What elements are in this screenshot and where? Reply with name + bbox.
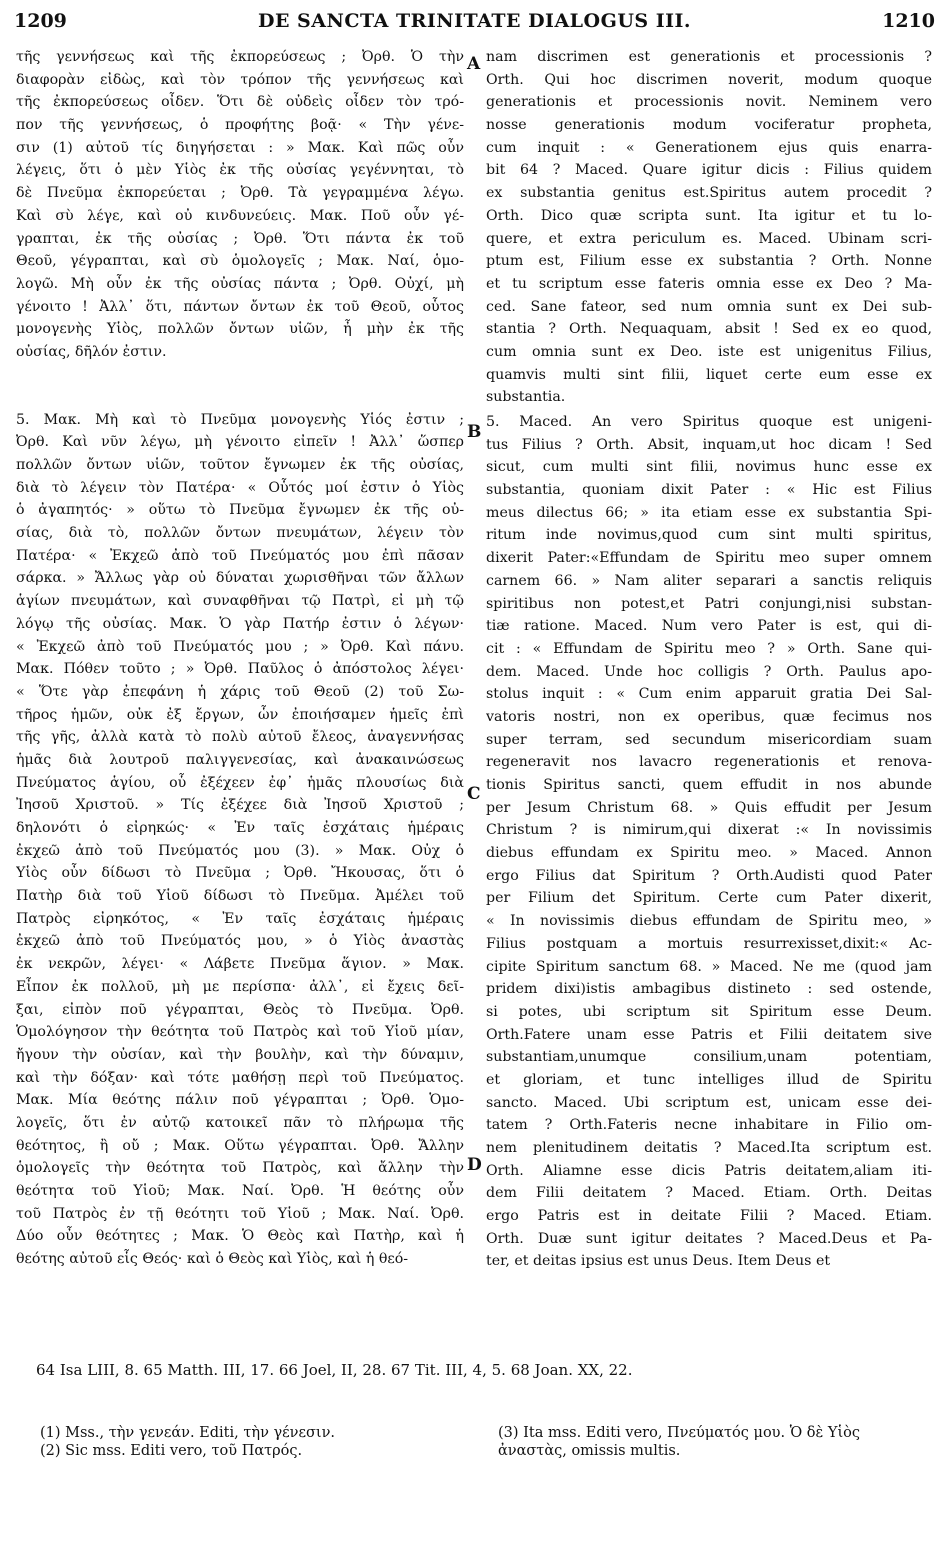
- text-line: οὐσίας, δῆλόν ἐστιν.: [16, 343, 167, 360]
- text-line: πολλῶν ὄντων υἱῶν, τοῦτον ἔγνωμεν ἐκ τῆς οὐσίας,: [16, 457, 464, 473]
- text-line: ἡμᾶς διὰ λουτροῦ παλιγγενεσίας, καὶ ἀνακαινώσεως: [16, 751, 464, 768]
- text-line: « In novissimis diebus effundam de Spiritu meo, »: [486, 913, 932, 930]
- paragraph-gap: [16, 364, 464, 409]
- text-line: Ὀρθ. Καὶ νῦν λέγω, μὴ γένοιτο εἰπεῖν ! Ἀλλ᾽ ὥσπερ: [16, 434, 464, 451]
- page-header: [0, 0, 949, 40]
- text-line: Christum ? is nimirum,qui dixerat :« In novissimis: [486, 822, 932, 839]
- text-line: ced. Sane fateor, sed num omnia sunt ex Dei sub-: [486, 298, 932, 315]
- text-line: Πατρὸς εἰρηκότος, « Ἐν ταῖς ἐσχάταις ἡμέραις: [16, 910, 464, 927]
- text-line: Orth. Duæ sunt igitur deitates ? Maced.Deus et Pa-: [486, 1230, 932, 1247]
- text-line: super terram, sed secundum misericordiam suam: [486, 731, 932, 748]
- text-line: cit : « Effundam de Spiritu meo ? » Orth. Sane qui-: [486, 640, 932, 657]
- latin-paragraph-2: [486, 411, 932, 1273]
- text-line: sancto. Maced. Ubi scriptum est, unicam esse dei-: [486, 1094, 932, 1111]
- text-line: diebus effundam ex Spiritu meo. » Maced. Annon: [486, 845, 932, 862]
- text-line: et tu scriptum esse fateris omnia esse ex Deo ? Ma-: [486, 275, 932, 292]
- text-line: Filius postquam a mortuis resurrexisset,dixit:« Ac-: [486, 935, 932, 952]
- text-line: tiæ ratione. Maced. Num vero Pater is est, qui di-: [486, 618, 932, 635]
- section-marker-b: B: [467, 422, 482, 442]
- text-line: cipite Spiritum sanctum 68. » Maced. Ne me (quod jam: [486, 958, 932, 975]
- text-line: vatoris nostri, non ex operibus, quæ fecimus nos: [486, 708, 932, 725]
- text-line: quere, et extra periculum es. Maced. Ubinam scri-: [486, 230, 932, 247]
- text-line: λογῶ. Μὴ οὖν ἐκ τῆς οὐσίας πάντα ; Ὀρθ. Οὐχί, μὴ: [16, 275, 464, 292]
- page-number-right: 1210: [882, 10, 935, 32]
- text-line: dem. Maced. Unde hoc colligis ? Orth. Paulus apo-: [486, 663, 932, 680]
- text-line: nam discrimen est generationis et processionis ?: [486, 49, 932, 65]
- text-line: Δύο οὖν θεότητες ; Μακ. Ὁ Θεὸς καὶ Πατὴρ, καὶ ἡ: [16, 1228, 464, 1245]
- scripture-references: 64 Isa LIII, 8. 65 Matth. III, 17. 66 Joel, II, 28. 67 Tit. III, 4, 5. 68 Joan. XX, 22.: [36, 1361, 633, 1379]
- text-line: 5. Μακ. Μὴ καὶ τὸ Πνεῦμα μονογενὴς Υἱός ἐστιν ;: [16, 411, 464, 428]
- text-line: pridem dixi)istis ambagibus distineto : sed ostende,: [486, 981, 932, 998]
- text-line: Πατὴρ διὰ τοῦ Υἱοῦ δίδωσι τὸ Πνεῦμα. Ἀμέλει τοῦ: [16, 888, 464, 905]
- text-line: Ἰησοῦ Χριστοῦ. » Τίς ἐξέχεε διὰ Ἰησοῦ Χριστοῦ ;: [16, 797, 464, 814]
- text-line: ἁγίων πνευμάτων, καὶ συναφθῆναι τῷ Πατρὶ, εἰ μὴ τῷ: [16, 593, 464, 610]
- text-line: σάρκα. » Ἄλλως γὰρ οὐ δύναται χωρισθῆναι τῶν ἄλλων: [16, 570, 464, 587]
- text-line: λογεῖς, ὅτι ἐν αὐτῷ κατοικεῖ πᾶν τὸ πλήρωμα τῆς: [16, 1114, 464, 1131]
- page-number-left: 1209: [14, 10, 67, 32]
- text-line: substantia, quoniam dixit Pater : « Hic est Filius: [486, 482, 932, 499]
- text-line: sicut, cum multi sint filii, novimus hunc esse ex: [486, 459, 932, 476]
- text-line: ἐκχεῶ ἀπὸ τοῦ Πνεύματός μου (3). » Μακ. Οὐχ ὁ: [16, 842, 464, 859]
- text-line: bit 64 ? Maced. Quare igitur dicis : Filius quidem: [486, 162, 932, 179]
- text-line: Θεοῦ, γέγραπται, καὶ σὺ ὁμολογεῖς ; Μακ. Ναί, ὁμο-: [16, 253, 464, 270]
- text-line: μονογενὴς Υἱὸς, πολλῶν ὄντων υἱῶν, ἦ μὴν ἐκ τῆς: [16, 321, 464, 338]
- text-line: σίας, διὰ τὸ, πολλῶν ὄντων πνευμάτων, λέγειν τὸν: [16, 525, 464, 542]
- text-line: per Jesum Christum 68. » Quis effudit per Jesum: [486, 799, 932, 816]
- text-line: meus dilectus 66; » ita etiam esse ex substantia Spi-: [486, 504, 932, 521]
- footnote-3: (3) Ita mss. Editi vero, Πνεύματός μου. Ὁ δὲ Υἱὸς: [498, 1425, 861, 1441]
- text-line: « Ἐκχεῶ ἀπὸ τοῦ Πνεύματός μου ; » Ὀρθ. Καὶ πάνυ.: [16, 638, 464, 655]
- greek-column: [16, 46, 464, 1271]
- text-line: ὁμολογεῖς τὴν θεότητα τοῦ Πατρὸς, καὶ ἄλλην τὴν: [16, 1160, 464, 1177]
- text-line: γένοιτο ! Ἀλλ᾽ ὅτι, πάντων ὄντων ἐκ τοῦ Θεοῦ, οὗτος: [16, 298, 464, 315]
- footnote-2: (2) Sic mss. Editi vero, τοῦ Πατρός.: [40, 1443, 303, 1459]
- text-line: τοῦ Πατρὸς ἐν τῇ θεότητι τοῦ Υἱοῦ ; Μακ. Ναί. Ὀρθ.: [16, 1205, 464, 1222]
- text-line: καὶ τὴν δόξαν· καὶ τότε μαθήσῃ περὶ τοῦ Πνεύματος.: [16, 1069, 464, 1086]
- text-line: Μακ. Πόθεν τοῦτο ; » Ὀρθ. Παῦλος ὁ ἀπόστολος λέγει·: [16, 661, 464, 678]
- text-line: Ὁμολόγησον τὴν θεότητα τοῦ Πατρὸς καὶ τοῦ Υἱοῦ μίαν,: [16, 1024, 464, 1041]
- running-title: DE SANCTA TRINITATE DIALOGUS III.: [257, 10, 691, 32]
- text-line: τῆς ἐκπορεύσεως οἶδεν. Ὅτι δὲ οὐδεὶς οἶδεν τὸν τρό-: [16, 94, 464, 111]
- text-line: λόγῳ τῆς οὐσίας. Μακ. Ὁ γὰρ Πατήρ ἐστιν ὁ λέγων·: [16, 615, 464, 632]
- greek-paragraph-2: [16, 409, 464, 1271]
- latin-paragraph-1: [486, 46, 932, 409]
- text-line: stolus inquit : « Cum enim apparuit gratia Dei Sal-: [486, 686, 932, 703]
- text-line: Μακ. Μία θεότης πάλιν ποῦ γέγραπται ; Ὀρθ. Ὁμο-: [16, 1092, 464, 1109]
- text-line: si potes, ubi scriptum sit Spiritum esse Deum.: [486, 1003, 932, 1020]
- text-line: ergo Filius dat Spiritum ? Orth.Audisti quod Pater: [486, 867, 932, 884]
- text-line: substantia.: [486, 389, 566, 406]
- text-line: cum inquit : « Generationem ejus quis enarra-: [486, 139, 932, 156]
- text-line: τῆρος ἡμῶν, οὐκ ἐξ ἔργων, ὧν ἐποιήσαμεν ἡμεῖς ἐπὶ: [16, 706, 464, 723]
- latin-column: [486, 46, 932, 1273]
- text-line: « Ὅτε γὰρ ἐπεφάνη ἡ χάρις τοῦ Θεοῦ (2) τοῦ Σω-: [16, 683, 464, 700]
- text-line: stantia ? Orth. Nequaquam, absit ! Sed ex eo quod,: [486, 321, 932, 338]
- text-line: ergo Patris est in deitate Filii ? Maced. Etiam.: [486, 1208, 932, 1225]
- text-line: τῆς γεννήσεως καὶ τῆς ἐκπορεύσεως ; Ὀρθ. Ὁ τὴν: [16, 49, 464, 65]
- footnote-1: (1) Mss., τὴν γενεάν. Editi, τὴν γένεσιν.: [40, 1425, 335, 1441]
- text-line: Orth.Fatere unam esse Patris et Filii deitatem sive: [486, 1026, 932, 1043]
- text-line: πον τῆς γεννήσεως, ὁ προφήτης βοᾷ· « Τὴν γένε-: [16, 117, 464, 134]
- footnotes-left: [40, 1424, 460, 1460]
- text-line: Πατέρα· « Ἐκχεῶ ἀπὸ τοῦ Πνεύματός μου ἐπὶ πᾶσαν: [16, 547, 464, 564]
- text-line: γραπται, ἐκ τῆς οὐσίας ; Ὀρθ. Ὅτι πάντα ἐκ τοῦ: [16, 230, 464, 247]
- text-line: tus Filius ? Orth. Absit, inquam,ut hoc dicam ! Sed: [486, 436, 932, 453]
- text-line: ter, et deitas ipsius est unus Deus. Item Deus et: [486, 1253, 831, 1270]
- text-line: Υἱὸς οὖν δίδωσι τὸ Πνεῦμα ; Ὀρθ. Ἤκουσας, ὅτι ὁ: [16, 865, 464, 882]
- text-line: Orth. Dico quæ scripta sunt. Ita igitur et tu lo-: [486, 207, 932, 224]
- section-marker-a: A: [467, 54, 481, 74]
- text-line: Πνεύματος ἁγίου, οὗ ἐξέχεεν ἐφ᾽ ἡμᾶς πλουσίως διὰ: [16, 774, 464, 791]
- text-line: διαφορὰν εἰδὼς, καὶ τὸν τρόπον τῆς γεννήσεως καὶ: [16, 71, 464, 88]
- text-line: substantiam,unumque consilium,unam potentiam,: [486, 1049, 932, 1066]
- text-line: generationis et processionis novit. Neminem vero: [486, 94, 932, 111]
- text-line: dixerit Pater:«Effundam de Spiritu meo super omnem: [486, 550, 932, 567]
- text-line: τῆς γῆς, ἀλλὰ κατὰ τὸ πολὺ αὐτοῦ ἔλεος, ἀναγεννήσας: [16, 729, 464, 746]
- text-line: ex substantia genitus est.Spiritus autem procedit ?: [486, 185, 932, 202]
- text-line: Εἶπον ἐκ πολλοῦ, μὴ με περίσπα· ἀλλ᾽, εἰ ἔχεις δεῖ-: [16, 978, 464, 995]
- text-line: tatem ? Orth.Fateris necne inhabitare in Filio om-: [486, 1117, 932, 1134]
- text-line: et gloriam, et tunc intelliges illud de Spiritu: [486, 1071, 932, 1088]
- section-marker-c: C: [467, 784, 481, 804]
- text-line: tionis Spiritus sancti, quem effudit in nos abunde: [486, 777, 932, 793]
- text-line: spiritibus non potest,et Patri conjungi,nisi substan-: [486, 595, 932, 612]
- text-line: nosse generationis modum vociferatur propheta,: [486, 117, 932, 134]
- text-line: Orth. Aliamne esse dicis Patris deitatem,aliam iti-: [486, 1162, 932, 1179]
- text-line: θεότητα τοῦ Υἱοῦ; Μακ. Ναί. Ὀρθ. Ἡ θεότης οὖν: [16, 1183, 464, 1199]
- text-line: regeneravit nos lavacro regenerationis et renova-: [486, 754, 932, 771]
- text-line: ritum inde novimus,quod cum sint multi spiritus,: [486, 527, 932, 544]
- text-line: δὲ Πνεῦμα ἐκπορεύεται ; Ὀρθ. Τὰ γεγραμμένα λέγω.: [16, 185, 464, 202]
- text-line: nem plenitudinem deitatis ? Maced.Ita scriptum est.: [486, 1140, 932, 1156]
- text-line: ptum est, Filium esse ex substantia ? Orth. Nonne: [486, 253, 932, 270]
- footnotes-right: [498, 1424, 928, 1460]
- text-line: διὰ τὸ λέγειν τὸν Πατέρα· « Οὗτός μοί ἐστιν ὁ Υἱὸς: [16, 479, 464, 496]
- text-line: θεότητος, ἢ οὔ ; Μακ. Οὕτω γέγραπται. Ὀρθ. Ἄλλην: [16, 1137, 464, 1154]
- text-line: per Filium det Spiritum. Certe cum Pater dixerit,: [486, 890, 932, 907]
- text-line: cum omnia sunt ex Deo. iste est unigenitus Filius,: [486, 343, 932, 360]
- text-line: quamvis multi sint filii, liquet certe eum esse ex: [486, 366, 932, 383]
- text-line: ὁ ἀγαπητός· » οὕτω τὸ Πνεῦμα ἔγνωμεν ἐκ τῆς οὐ-: [16, 502, 464, 519]
- text-line: σιν (1) αὐτοῦ τίς διηγήσεται : » Μακ. Καὶ πῶς οὖν: [16, 139, 464, 156]
- text-line: carnem 66. » Nam aliter separari a sanctis reliquis: [486, 572, 932, 589]
- greek-paragraph-1: [16, 46, 464, 364]
- footnote-3-cont: ἀναστὰς, omissis multis.: [498, 1443, 681, 1459]
- text-line: ἐκ νεκρῶν, λέγει· « Λάβετε Πνεῦμα ἅγιον. » Μακ.: [16, 956, 464, 973]
- text-line: θεότης αὐτοῦ εἷς Θεός· καὶ ὁ Θεὸς καὶ Υἱὸς, καὶ ἡ θεό-: [16, 1251, 409, 1268]
- text-line: Orth. Qui hoc discrimen noverit, modum quoque: [486, 71, 932, 88]
- text-line: dem Filii deitatem ? Maced. Etiam. Orth. Deitas: [486, 1185, 932, 1202]
- text-line: λέγεις, ὅτι ὁ μὲν Υἱὸς ἐκ τῆς οὐσίας γεγέννηται, τὸ: [16, 162, 464, 179]
- text-line: ξαι, εἰπὸν ποῦ γέγραπται, Θεὸς τὸ Πνεῦμα. Ὀρθ.: [16, 1001, 464, 1018]
- text-line: δηλονότι ὁ εἰρηκώς· « Ἐν ταῖς ἐσχάταις ἡμέραις: [16, 820, 464, 836]
- section-marker-d: D: [467, 1155, 482, 1175]
- text-line: ἤγουν τὴν οὐσίαν, καὶ τὴν βουλὴν, καὶ τὴν δύναμιν,: [16, 1046, 464, 1063]
- text-line: ἐκχεῶ ἀπὸ τοῦ Πνεύματός μου, » ὁ Υἱὸς ἀναστὰς: [16, 933, 464, 950]
- text-line: Καὶ σὺ λέγε, καὶ οὐ κινδυνεύεις. Μακ. Ποῦ οὖν γέ-: [16, 207, 464, 224]
- text-line: 5. Maced. An vero Spiritus quoque est unigeni-: [486, 414, 932, 430]
